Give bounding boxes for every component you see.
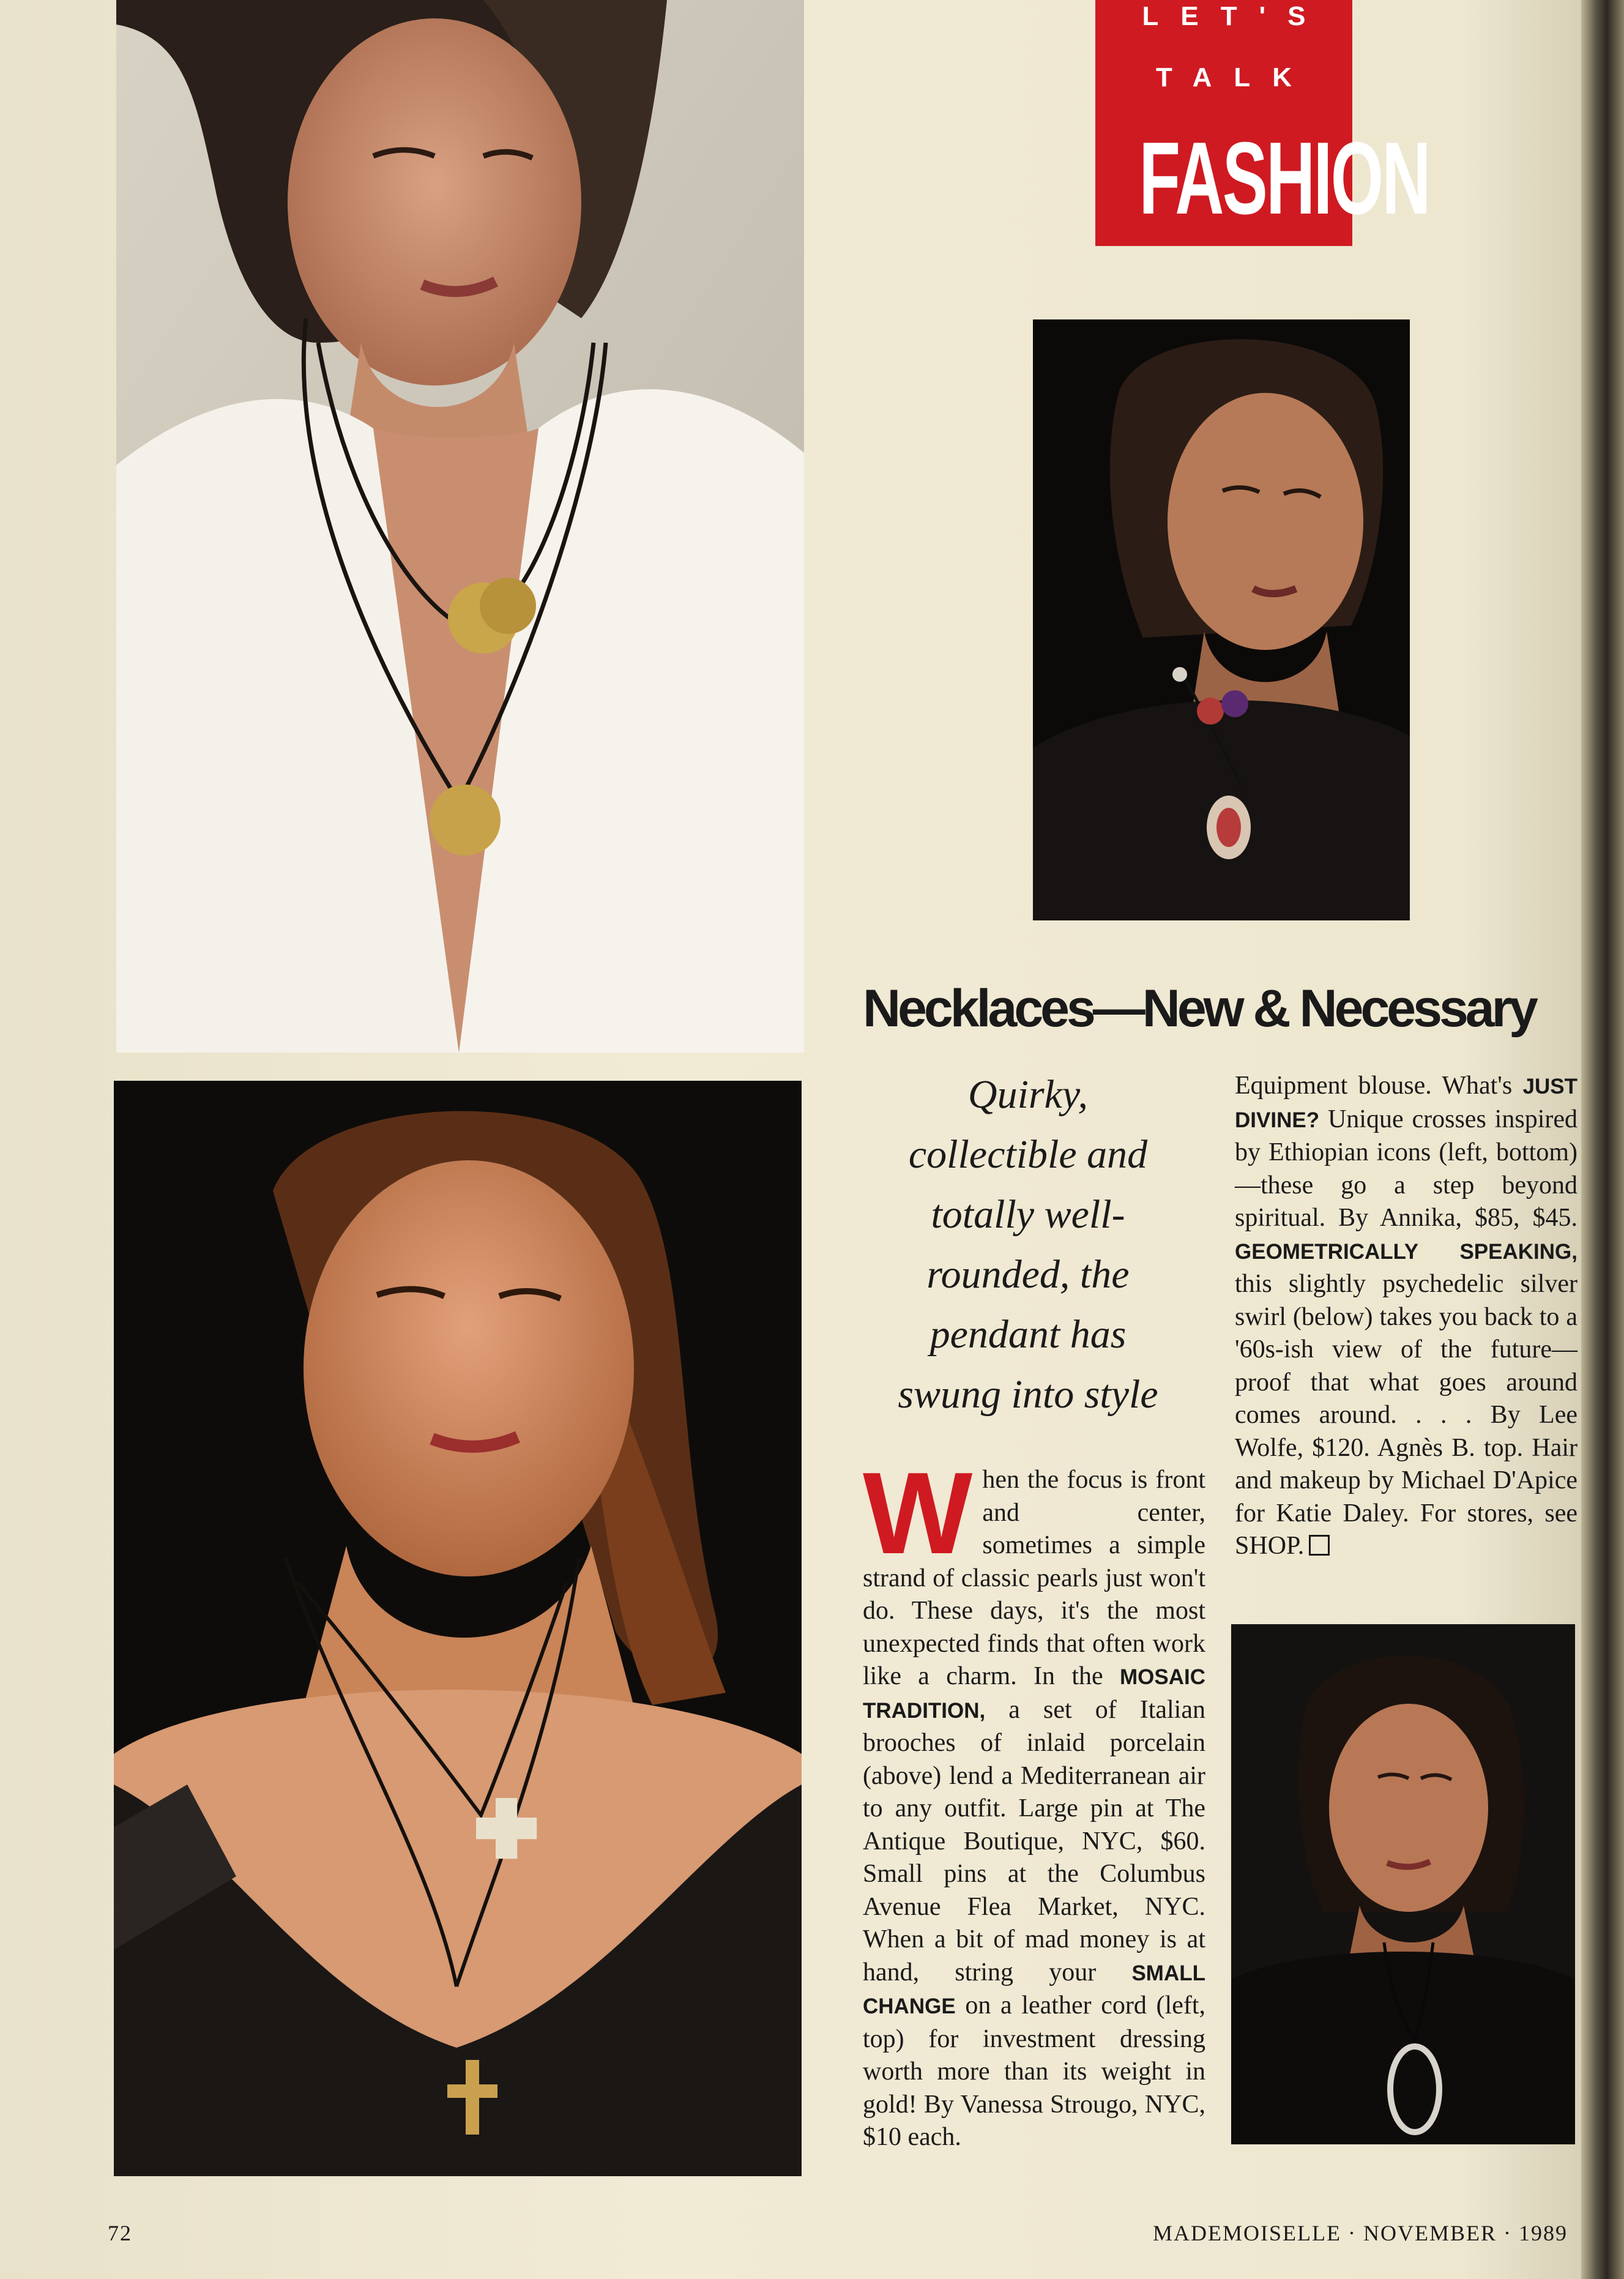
end-mark-icon <box>1309 1535 1330 1556</box>
body-text: a set of Italian brooches of inlaid porcelain (above) lend a Mediterranean air to any outfit. Large pin at The Antique Boutique, NYC, $60. Small pins at the Columbus Avenue Flea Market, NYC. When a bit of mad money is at hand, string your <box>863 1695 1205 1986</box>
photo-top-right <box>1033 319 1410 920</box>
run-in-heading: GEOMETRICALLY SPEAKING, <box>1235 1239 1577 1264</box>
deck-line: swung into style <box>898 1372 1158 1417</box>
photo-top-left <box>116 0 804 1053</box>
body-paragraph <box>1235 1070 1577 1563</box>
deck-line: totally well- <box>931 1192 1125 1237</box>
article-column-2 <box>1235 1070 1577 1608</box>
article-column-1 <box>863 1449 1205 2151</box>
body-text: this slightly psychedelic silver swirl (below) takes you back to a '60s-ish view of the future—proof that what goes around comes around. . . . By Lee Wolfe, $120. Agnès B. top. Hair and makeup by Michael D'Apice for Katie Daley. For stores, see SHOP. <box>1235 1270 1577 1560</box>
photo-bottom-left <box>114 1081 802 2176</box>
badge-line-1: LET'S <box>1142 1 1328 31</box>
body-text: Unique crosses inspired by Ethiopian icons (left, bottom)—these go a step beyond spiritual. By Annika, $85, $45. <box>1235 1105 1577 1232</box>
badge-line-3: FASHION <box>1139 121 1429 236</box>
body-text: on a leather cord (left, top) for investment dressing worth more than its weight in gold! By Vanessa Strougo, NYC, $10 each. <box>863 1991 1205 2151</box>
run-in-heading: JUST DIVINE? <box>1235 1075 1577 1132</box>
run-in-heading: SMALL CHANGE <box>863 1961 1205 2018</box>
body-text: Equipment blouse. What's <box>1235 1072 1523 1100</box>
page-binding-shadow <box>1581 0 1624 2279</box>
article-headline: Necklaces—New & Necessary <box>863 979 1535 1038</box>
lets-talk-fashion-badge <box>1095 0 1429 246</box>
article-deck <box>857 1065 1199 1425</box>
deck-line: collectible and <box>908 1132 1148 1177</box>
page-number: 72 <box>108 2221 132 2245</box>
deck-line: pendant has <box>929 1312 1127 1357</box>
magazine-credit: MADEMOISELLE · NOVEMBER · 1989 <box>1153 2221 1568 2245</box>
badge-line-2: TALK <box>1155 62 1314 92</box>
drop-cap: W <box>863 1449 973 1578</box>
photo-bottom-right <box>1231 1624 1575 2144</box>
body-text: hen the focus is front and center, sometimes a simple strand of classic pearls just won't do. These days, it's the most unexpected finds that often work like a charm. In the <box>863 1466 1205 1690</box>
deck-line: Quirky, <box>967 1072 1089 1117</box>
body-paragraph <box>863 1449 1205 2154</box>
deck-line: rounded, the <box>926 1252 1130 1297</box>
run-in-heading: MOSAIC TRADITION, <box>863 1665 1205 1723</box>
